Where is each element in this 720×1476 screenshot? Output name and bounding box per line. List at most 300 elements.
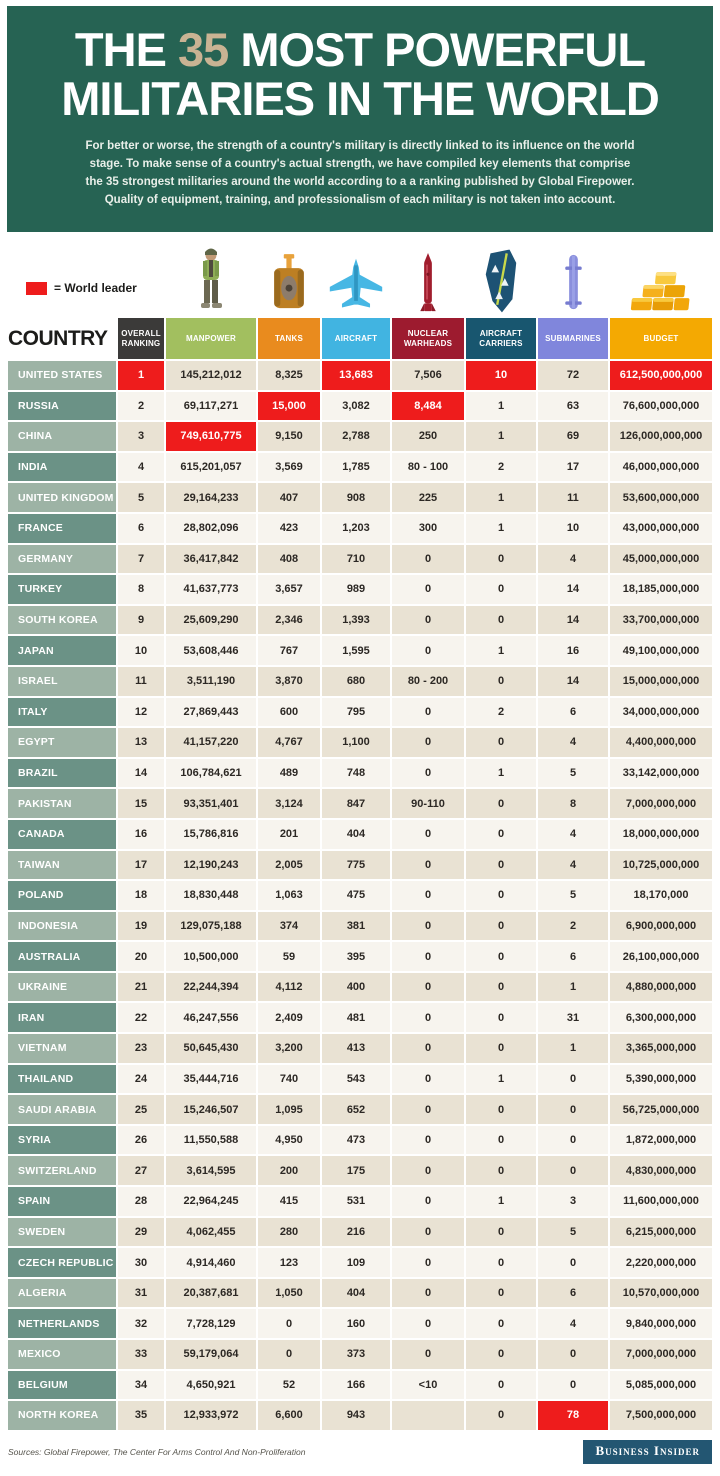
- cell-nuclear: 0: [392, 851, 464, 880]
- cell-tanks: 2,409: [258, 1003, 320, 1032]
- table-row: [8, 1003, 712, 1032]
- cell-manpower: 27,869,443: [166, 698, 256, 727]
- cell-tanks: 3,657: [258, 575, 320, 604]
- cell-aircraft: 395: [322, 942, 390, 971]
- cell-manpower: 15,246,507: [166, 1095, 256, 1124]
- cell-tanks: 489: [258, 759, 320, 788]
- cell-aircraft: 775: [322, 851, 390, 880]
- cell-rank: 17: [118, 851, 164, 880]
- cell-aircraft: 1,100: [322, 728, 390, 757]
- cell-nuclear: 0: [392, 1156, 464, 1185]
- country-cell: SYRIA: [8, 1126, 116, 1155]
- header-banner: [7, 6, 713, 232]
- cell-carriers: 0: [466, 1401, 536, 1430]
- table-row: [8, 575, 712, 604]
- cell-rank: 8: [118, 575, 164, 604]
- business-insider-logo: Business Insider: [583, 1440, 712, 1464]
- cell-budget: 4,400,000,000: [610, 728, 712, 757]
- table-row: [8, 1401, 712, 1430]
- country-cell: POLAND: [8, 881, 116, 910]
- cell-manpower: 7,728,129: [166, 1309, 256, 1338]
- cell-rank: 26: [118, 1126, 164, 1155]
- cell-submarines: 4: [538, 728, 608, 757]
- cell-manpower: 129,075,188: [166, 912, 256, 941]
- cell-submarines: 3: [538, 1187, 608, 1216]
- world-leader-legend: [8, 281, 164, 295]
- cell-tanks: 415: [258, 1187, 320, 1216]
- cell-submarines: 6: [538, 1279, 608, 1308]
- country-cell: UNITED STATES: [8, 361, 116, 390]
- table-row: [8, 1309, 712, 1338]
- cell-aircraft: 943: [322, 1401, 390, 1430]
- cell-rank: 31: [118, 1279, 164, 1308]
- cell-carriers: 0: [466, 973, 536, 1002]
- cell-budget: 7,500,000,000: [610, 1401, 712, 1430]
- cell-manpower: 4,914,460: [166, 1248, 256, 1277]
- cell-submarines: 0: [538, 1156, 608, 1185]
- cell-tanks: 4,767: [258, 728, 320, 757]
- cell-nuclear: 8,484: [392, 392, 464, 421]
- cell-submarines: 0: [538, 1248, 608, 1277]
- cell-manpower: 15,786,816: [166, 820, 256, 849]
- country-cell: SWEDEN: [8, 1218, 116, 1247]
- table-row: [8, 1187, 712, 1216]
- table-row: [8, 1034, 712, 1063]
- cell-budget: 34,000,000,000: [610, 698, 712, 727]
- cell-carriers: 0: [466, 575, 536, 604]
- country-cell: VIETNAM: [8, 1034, 116, 1063]
- cell-carriers: 1: [466, 759, 536, 788]
- sources-note: Sources: Global Firepower, The Center For Arms Control And Non-Proliferation: [8, 1446, 306, 1457]
- cell-carriers: 1: [466, 483, 536, 512]
- cell-budget: 11,600,000,000: [610, 1187, 712, 1216]
- cell-carriers: 0: [466, 1003, 536, 1032]
- country-cell: CHINA: [8, 422, 116, 451]
- cell-manpower: 3,511,190: [166, 667, 256, 696]
- cell-manpower: 11,550,588: [166, 1126, 256, 1155]
- column-header-aircraft: AIRCRAFT: [322, 318, 390, 359]
- submarine-icon: [538, 253, 608, 318]
- cell-nuclear: 0: [392, 728, 464, 757]
- cell-nuclear: 7,506: [392, 361, 464, 390]
- cell-nuclear: [392, 1401, 464, 1430]
- cell-budget: 3,365,000,000: [610, 1034, 712, 1063]
- cell-nuclear: 0: [392, 1126, 464, 1155]
- cell-tanks: 3,569: [258, 453, 320, 482]
- table-row: [8, 1095, 712, 1124]
- table-row: [8, 789, 712, 818]
- cell-carriers: 0: [466, 1218, 536, 1247]
- cell-rank: 3: [118, 422, 164, 451]
- table-row: [8, 1248, 712, 1277]
- cell-budget: 7,000,000,000: [610, 1340, 712, 1369]
- country-cell: ITALY: [8, 698, 116, 727]
- table-row: [8, 1126, 712, 1155]
- cell-aircraft: 400: [322, 973, 390, 1002]
- cell-submarines: 78: [538, 1401, 608, 1430]
- cell-manpower: 12,190,243: [166, 851, 256, 880]
- cell-nuclear: 90-110: [392, 789, 464, 818]
- cell-rank: 25: [118, 1095, 164, 1124]
- cell-budget: 56,725,000,000: [610, 1095, 712, 1124]
- cell-carriers: 0: [466, 1126, 536, 1155]
- cell-carriers: 2: [466, 698, 536, 727]
- cell-rank: 5: [118, 483, 164, 512]
- column-header-country: COUNTRY: [8, 326, 108, 350]
- cell-tanks: 4,112: [258, 973, 320, 1002]
- cell-nuclear: 0: [392, 1095, 464, 1124]
- cell-rank: 24: [118, 1065, 164, 1094]
- cell-carriers: 0: [466, 1279, 536, 1308]
- country-cell: SPAIN: [8, 1187, 116, 1216]
- table-row: [8, 453, 712, 482]
- cell-rank: 28: [118, 1187, 164, 1216]
- cell-manpower: 4,062,455: [166, 1218, 256, 1247]
- column-header-manpower: MANPOWER: [166, 318, 256, 359]
- cell-nuclear: 0: [392, 1065, 464, 1094]
- country-cell: BRAZIL: [8, 759, 116, 788]
- country-cell: INDONESIA: [8, 912, 116, 941]
- cell-tanks: 9,150: [258, 422, 320, 451]
- cell-nuclear: 0: [392, 606, 464, 635]
- column-header-rank: OVERALL RANKING: [118, 318, 164, 359]
- cell-nuclear: 0: [392, 1340, 464, 1369]
- cell-aircraft: 1,785: [322, 453, 390, 482]
- cell-manpower: 18,830,448: [166, 881, 256, 910]
- cell-manpower: 145,212,012: [166, 361, 256, 390]
- cell-rank: 2: [118, 392, 164, 421]
- cell-tanks: 4,950: [258, 1126, 320, 1155]
- cell-submarines: 1: [538, 973, 608, 1002]
- page-title-line1: [7, 22, 713, 76]
- cell-submarines: 6: [538, 942, 608, 971]
- cell-carriers: 1: [466, 514, 536, 543]
- cell-aircraft: 710: [322, 545, 390, 574]
- country-cell: FRANCE: [8, 514, 116, 543]
- cell-aircraft: 166: [322, 1371, 390, 1400]
- page-title: [7, 22, 713, 126]
- title-suffix: MOST POWERFUL: [240, 22, 646, 76]
- cell-nuclear: 0: [392, 636, 464, 665]
- cell-submarines: 63: [538, 392, 608, 421]
- cell-rank: 12: [118, 698, 164, 727]
- cell-budget: 53,600,000,000: [610, 483, 712, 512]
- cell-rank: 10: [118, 636, 164, 665]
- cell-nuclear: 0: [392, 759, 464, 788]
- cell-carriers: 0: [466, 881, 536, 910]
- cell-nuclear: 0: [392, 575, 464, 604]
- cell-budget: 7,000,000,000: [610, 789, 712, 818]
- cell-nuclear: 0: [392, 1187, 464, 1216]
- cell-rank: 22: [118, 1003, 164, 1032]
- cell-budget: 76,600,000,000: [610, 392, 712, 421]
- cell-nuclear: 0: [392, 820, 464, 849]
- cell-aircraft: 1,393: [322, 606, 390, 635]
- cell-carriers: 1: [466, 1187, 536, 1216]
- cell-manpower: 106,784,621: [166, 759, 256, 788]
- cell-tanks: 767: [258, 636, 320, 665]
- cell-aircraft: 847: [322, 789, 390, 818]
- cell-aircraft: 543: [322, 1065, 390, 1094]
- cell-manpower: 46,247,556: [166, 1003, 256, 1032]
- cell-tanks: 280: [258, 1218, 320, 1247]
- cell-nuclear: 0: [392, 1003, 464, 1032]
- cell-rank: 13: [118, 728, 164, 757]
- cell-aircraft: 373: [322, 1340, 390, 1369]
- table-row: [8, 912, 712, 941]
- table-row: [8, 1156, 712, 1185]
- cell-manpower: 53,608,446: [166, 636, 256, 665]
- cell-tanks: 52: [258, 1371, 320, 1400]
- cell-nuclear: 0: [392, 1309, 464, 1338]
- cell-manpower: 22,964,245: [166, 1187, 256, 1216]
- cell-budget: 9,840,000,000: [610, 1309, 712, 1338]
- title-prefix: THE: [74, 22, 166, 76]
- cell-submarines: 5: [538, 759, 608, 788]
- cell-submarines: 0: [538, 1340, 608, 1369]
- cell-submarines: 6: [538, 698, 608, 727]
- cell-budget: 6,300,000,000: [610, 1003, 712, 1032]
- table-row: [8, 606, 712, 635]
- cell-submarines: 16: [538, 636, 608, 665]
- cell-manpower: 59,179,064: [166, 1340, 256, 1369]
- cell-submarines: 14: [538, 606, 608, 635]
- country-cell: NETHERLANDS: [8, 1309, 116, 1338]
- cell-tanks: 407: [258, 483, 320, 512]
- cell-carriers: 10: [466, 361, 536, 390]
- cell-carriers: 1: [466, 392, 536, 421]
- country-cell: INDIA: [8, 453, 116, 482]
- cell-nuclear: 250: [392, 422, 464, 451]
- cell-rank: 16: [118, 820, 164, 849]
- cell-nuclear: 0: [392, 942, 464, 971]
- cell-submarines: 14: [538, 575, 608, 604]
- cell-submarines: 5: [538, 1218, 608, 1247]
- table-row: [8, 636, 712, 665]
- cell-manpower: 50,645,430: [166, 1034, 256, 1063]
- table-row: [8, 361, 712, 390]
- country-cell: AUSTRALIA: [8, 942, 116, 971]
- cell-submarines: 10: [538, 514, 608, 543]
- cell-tanks: 600: [258, 698, 320, 727]
- cell-tanks: 59: [258, 942, 320, 971]
- cell-carriers: 0: [466, 1309, 536, 1338]
- table-row: [8, 514, 712, 543]
- cell-nuclear: 0: [392, 1248, 464, 1277]
- cell-nuclear: 0: [392, 1279, 464, 1308]
- cell-aircraft: 481: [322, 1003, 390, 1032]
- table-row: [8, 422, 712, 451]
- cell-rank: 14: [118, 759, 164, 788]
- missile-icon: [392, 253, 464, 318]
- cell-rank: 29: [118, 1218, 164, 1247]
- cell-aircraft: 475: [322, 881, 390, 910]
- cell-budget: 6,900,000,000: [610, 912, 712, 941]
- cell-manpower: 36,417,842: [166, 545, 256, 574]
- table-row: [8, 942, 712, 971]
- cell-nuclear: 0: [392, 698, 464, 727]
- cell-aircraft: 989: [322, 575, 390, 604]
- cell-submarines: 72: [538, 361, 608, 390]
- table-row: [8, 483, 712, 512]
- cell-manpower: 69,117,271: [166, 392, 256, 421]
- cell-aircraft: 652: [322, 1095, 390, 1124]
- cell-tanks: 6,600: [258, 1401, 320, 1430]
- cell-aircraft: 908: [322, 483, 390, 512]
- cell-nuclear: 0: [392, 545, 464, 574]
- cell-carriers: 0: [466, 942, 536, 971]
- cell-manpower: 20,387,681: [166, 1279, 256, 1308]
- cell-nuclear: 0: [392, 881, 464, 910]
- country-cell: SAUDI ARABIA: [8, 1095, 116, 1124]
- cell-rank: 33: [118, 1340, 164, 1369]
- cell-manpower: 93,351,401: [166, 789, 256, 818]
- cell-submarines: 69: [538, 422, 608, 451]
- table-row: [8, 820, 712, 849]
- table-row: [8, 881, 712, 910]
- cell-carriers: 0: [466, 728, 536, 757]
- country-cell: THAILAND: [8, 1065, 116, 1094]
- country-cell: TAIWAN: [8, 851, 116, 880]
- cell-budget: 1,872,000,000: [610, 1126, 712, 1155]
- cell-carriers: 0: [466, 545, 536, 574]
- cell-nuclear: <10: [392, 1371, 464, 1400]
- cell-tanks: 374: [258, 912, 320, 941]
- cell-aircraft: 404: [322, 1279, 390, 1308]
- cell-budget: 2,220,000,000: [610, 1248, 712, 1277]
- cell-submarines: 2: [538, 912, 608, 941]
- cell-aircraft: 3,082: [322, 392, 390, 421]
- cell-budget: 10,725,000,000: [610, 851, 712, 880]
- cell-aircraft: 2,788: [322, 422, 390, 451]
- cell-submarines: 4: [538, 1309, 608, 1338]
- cell-carriers: 0: [466, 1095, 536, 1124]
- cell-budget: 18,170,000: [610, 881, 712, 910]
- cell-submarines: 14: [538, 667, 608, 696]
- cell-rank: 27: [118, 1156, 164, 1185]
- table-band: [8, 232, 712, 1430]
- cell-submarines: 1: [538, 1034, 608, 1063]
- cell-aircraft: 13,683: [322, 361, 390, 390]
- cell-budget: 43,000,000,000: [610, 514, 712, 543]
- table-row: [8, 1065, 712, 1094]
- cell-budget: 4,880,000,000: [610, 973, 712, 1002]
- country-cell: ISRAEL: [8, 667, 116, 696]
- fighter-jet-icon: [322, 257, 390, 318]
- cell-budget: 33,142,000,000: [610, 759, 712, 788]
- column-header-row: [8, 318, 712, 359]
- cell-carriers: 0: [466, 1248, 536, 1277]
- table-row: [8, 759, 712, 788]
- country-cell: SOUTH KOREA: [8, 606, 116, 635]
- cell-submarines: 11: [538, 483, 608, 512]
- country-cell: RUSSIA: [8, 392, 116, 421]
- cell-carriers: 0: [466, 667, 536, 696]
- cell-tanks: 200: [258, 1156, 320, 1185]
- title-number: 35: [177, 22, 229, 76]
- table-row: [8, 392, 712, 421]
- cell-carriers: 0: [466, 820, 536, 849]
- country-cell: PAKISTAN: [8, 789, 116, 818]
- cell-aircraft: 531: [322, 1187, 390, 1216]
- cell-aircraft: 795: [322, 698, 390, 727]
- country-cell: CZECH REPUBLIC: [8, 1248, 116, 1277]
- country-cell: CANADA: [8, 820, 116, 849]
- icons-row: [8, 232, 712, 318]
- cell-budget: 6,215,000,000: [610, 1218, 712, 1247]
- aircraft-carrier-icon: [466, 249, 536, 318]
- cell-tanks: 3,870: [258, 667, 320, 696]
- cell-tanks: 3,124: [258, 789, 320, 818]
- cell-carriers: 0: [466, 606, 536, 635]
- cell-budget: 15,000,000,000: [610, 667, 712, 696]
- cell-tanks: 1,050: [258, 1279, 320, 1308]
- cell-submarines: 4: [538, 545, 608, 574]
- cell-budget: 49,100,000,000: [610, 636, 712, 665]
- table-row: [8, 728, 712, 757]
- cell-carriers: 0: [466, 1340, 536, 1369]
- cell-submarines: 4: [538, 851, 608, 880]
- cell-budget: 18,185,000,000: [610, 575, 712, 604]
- gold-bars-icon: [610, 261, 712, 318]
- cell-rank: 23: [118, 1034, 164, 1063]
- cell-aircraft: 748: [322, 759, 390, 788]
- cell-rank: 18: [118, 881, 164, 910]
- soldier-icon: [166, 247, 256, 318]
- cell-rank: 19: [118, 912, 164, 941]
- cell-nuclear: 300: [392, 514, 464, 543]
- cell-submarines: 8: [538, 789, 608, 818]
- cell-budget: 46,000,000,000: [610, 453, 712, 482]
- column-header-carriers: AIRCRAFT CARRIERS: [466, 318, 536, 359]
- cell-rank: 35: [118, 1401, 164, 1430]
- cell-carriers: 1: [466, 422, 536, 451]
- cell-aircraft: 1,595: [322, 636, 390, 665]
- cell-manpower: 25,609,290: [166, 606, 256, 635]
- table-body: [8, 361, 712, 1430]
- table-row: [8, 973, 712, 1002]
- cell-manpower: 10,500,000: [166, 942, 256, 971]
- cell-nuclear: 0: [392, 1218, 464, 1247]
- country-cell: UKRAINE: [8, 973, 116, 1002]
- cell-budget: 45,000,000,000: [610, 545, 712, 574]
- cell-carriers: 2: [466, 453, 536, 482]
- cell-tanks: 201: [258, 820, 320, 849]
- cell-budget: 26,100,000,000: [610, 942, 712, 971]
- table-row: [8, 545, 712, 574]
- column-header-tanks: TANKS: [258, 318, 320, 359]
- cell-tanks: 2,005: [258, 851, 320, 880]
- cell-budget: 33,700,000,000: [610, 606, 712, 635]
- cell-aircraft: 1,203: [322, 514, 390, 543]
- cell-rank: 20: [118, 942, 164, 971]
- table-row: [8, 1279, 712, 1308]
- cell-budget: 5,390,000,000: [610, 1065, 712, 1094]
- cell-manpower: 29,164,233: [166, 483, 256, 512]
- cell-aircraft: 160: [322, 1309, 390, 1338]
- legend-label: = World leader: [54, 281, 137, 295]
- cell-aircraft: 413: [322, 1034, 390, 1063]
- cell-rank: 9: [118, 606, 164, 635]
- cell-tanks: 1,063: [258, 881, 320, 910]
- cell-rank: 6: [118, 514, 164, 543]
- cell-aircraft: 680: [322, 667, 390, 696]
- cell-budget: 18,000,000,000: [610, 820, 712, 849]
- footer: [8, 1440, 712, 1464]
- cell-aircraft: 404: [322, 820, 390, 849]
- cell-manpower: 12,933,972: [166, 1401, 256, 1430]
- cell-manpower: 615,201,057: [166, 453, 256, 482]
